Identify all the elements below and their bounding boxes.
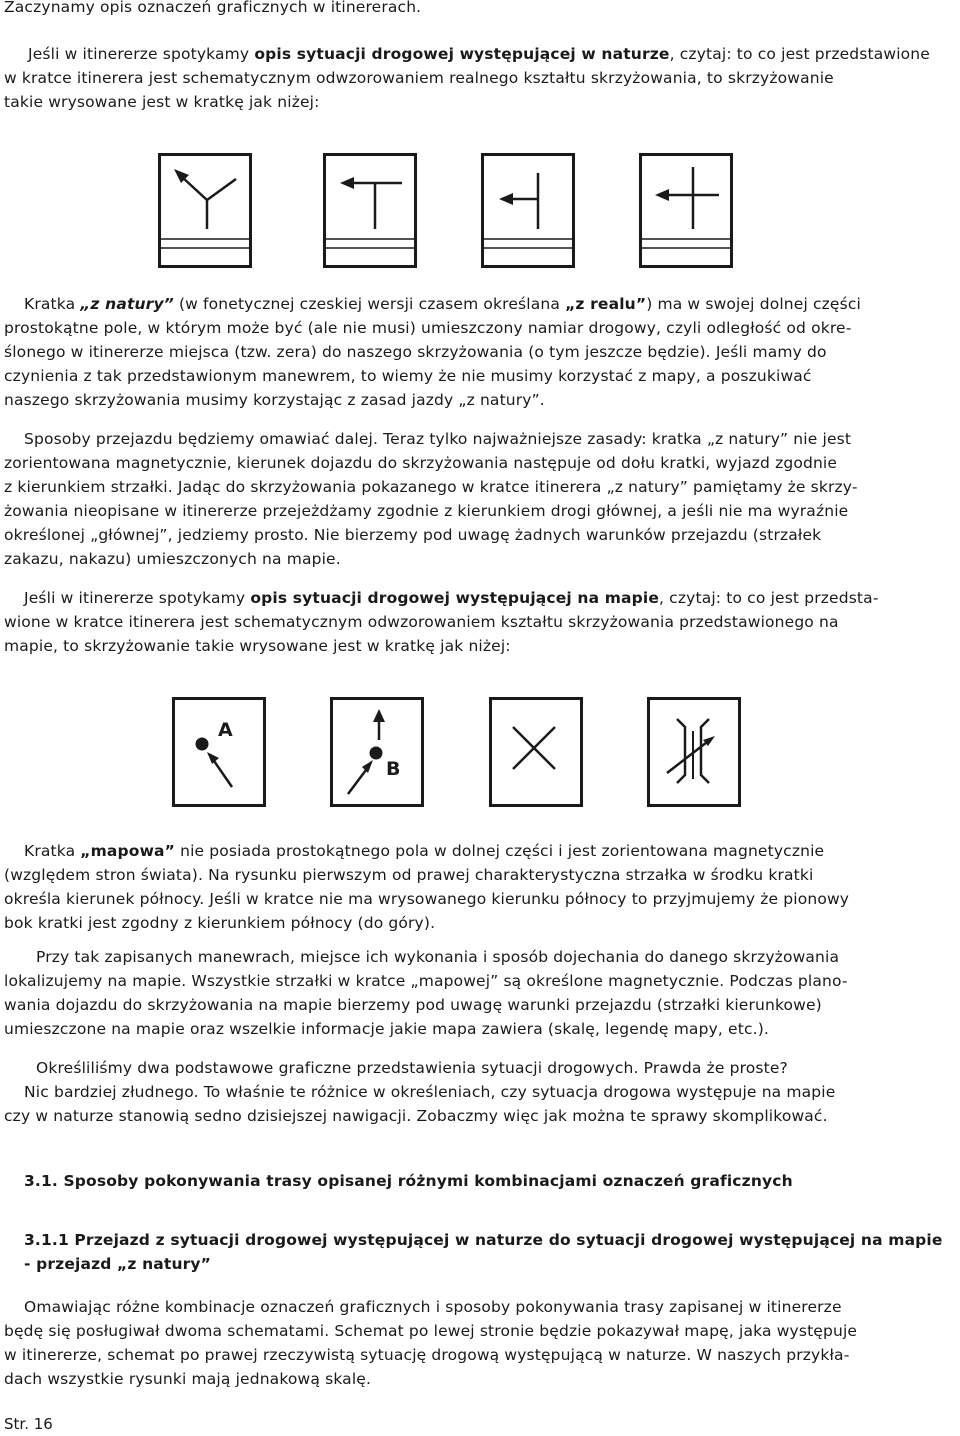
paragraph-line: określa kierunek północy. Jeśli w kratce nie ma wrysowanego kierunku północy to przyjmujemy że pionowy bbox=[4, 890, 850, 908]
paragraph-line: wione w kratce itinerera jest schematycznym odwzorowaniem kształtu skrzyżowania przedstawionego na bbox=[4, 613, 839, 631]
paragraph-line: zakazu, nakazu) umieszczonych na mapie. bbox=[4, 550, 341, 568]
paragraph-line: w kratce itinerera jest schematycznym odwzorowaniem realnego kształtu skrzyżowania, to skrzyżowanie bbox=[4, 69, 834, 87]
map-box-bridge-north bbox=[647, 697, 741, 807]
map-box-x-crossing bbox=[489, 697, 583, 807]
paragraph-line: lokalizujemy na mapie. Wszystkie strzałki w kratce „mapowej” są określone magnetycznie. Podczas plano- bbox=[4, 972, 848, 990]
point-a-label: A bbox=[218, 719, 233, 741]
paragraph-line: (względem stron świata). Na rysunku pierwszym od prawej charakterystyczna strzałka w środku kratki bbox=[4, 866, 814, 884]
paragraph-line: czy w naturze stanowią sedno dzisiejszej nawigacji. Zobaczmy więc jak można te sprawy skomplikować. bbox=[4, 1107, 828, 1125]
nature-box-t-junction bbox=[323, 153, 417, 268]
paragraph-line: umieszczone na mapie oraz wszelkie informacje jakie mapa zawiera (skalę, legendę mapy, etc.). bbox=[4, 1020, 769, 1038]
nature-box-left-turn bbox=[481, 153, 575, 268]
paragraph-line: w itinererze, schemat po prawej rzeczywistą sytuację drogową występującą w naturze. W naszych przykła- bbox=[4, 1346, 850, 1364]
paragraph-line: dach wszystkie rysunki mają jednakową skalę. bbox=[4, 1370, 372, 1388]
paragraph-line: naszego skrzyżowania musimy korzystając z zasad jazdy „z natury”. bbox=[4, 391, 545, 409]
paragraph-line: prostokątne pole, w którym może być (ale nie musi) umieszczony namiar drogowy, czyli odległość od okre- bbox=[4, 319, 852, 337]
section-heading: 3.1. Sposoby pokonywania trasy opisanej różnymi kombinacjami oznaczeń graficznych bbox=[24, 1172, 793, 1190]
paragraph-line: Kratka „z natury” (w fonetycznej czeskiej wersji czasem określana „z realu”) ma w swojej dolnej części bbox=[24, 295, 861, 313]
paragraph-line: Określiliśmy dwa podstawowe graficzne przedstawienia sytuacji drogowych. Prawda że proste? bbox=[36, 1059, 788, 1077]
paragraph-line: żowania nieopisane w itinererze przejeżdżamy zgodnie z kierunkiem drogi głównej, a jeśli nie ma wyraźnie bbox=[4, 502, 849, 520]
point-b-label: B bbox=[386, 758, 401, 780]
paragraph-line: z kierunkiem strzałki. Jadąc do skrzyżowania pokazanego w kratce itinerera „z natury” pamiętamy że skrzy- bbox=[4, 478, 858, 496]
paragraph-line: bok kratki jest zgodny z kierunkiem północy (do góry). bbox=[4, 914, 436, 932]
paragraph-line: takie wrysowane jest w kratkę jak niżej: bbox=[4, 93, 320, 111]
subsection-heading: - przejazd „z natury” bbox=[24, 1255, 212, 1273]
intro-line: Zaczynamy opis oznaczeń graficznych w itinererach. bbox=[4, 0, 422, 16]
paragraph-line: Kratka „mapowa” nie posiada prostokątnego pola w dolnej części i jest zorientowana magnetycznie bbox=[24, 842, 825, 860]
paragraph-line: czynienia z tak przedstawionym manewrem, to wiemy że nie musimy korzystać z mapy, a poszukiwać bbox=[4, 367, 812, 385]
paragraph-line: mapie, to skrzyżowanie takie wrysowane jest w kratkę jak niżej: bbox=[4, 637, 511, 655]
paragraph-line: będę się posługiwał dwoma schematami. Schemat po lewej stronie będzie pokazywał mapę, jaka występuje bbox=[4, 1322, 858, 1340]
paragraph-line: Jeśli w itinererze spotykamy opis sytuacji drogowej występującej w naturze, czytaj: to co jest przedstawione bbox=[28, 45, 930, 63]
paragraph-line: Sposoby przejazdu będziemy omawiać dalej. Teraz tylko najważniejsze zasady: kratka „z natury” nie jest bbox=[24, 430, 852, 448]
paragraph-line: Przy tak zapisanych manewrach, miejsce ich wykonania i sposób dojechania do danego skrzyżowania bbox=[36, 948, 840, 966]
nature-box-y-junction bbox=[158, 153, 252, 268]
paragraph-line: Nic bardziej złudnego. To właśnie te różnice w określeniach, czy sytuacja drogowa występuje na mapie bbox=[24, 1083, 836, 1101]
paragraph-line: Omawiając różne kombinacje oznaczeń graficznych i sposoby pokonywania trasy zapisanej w itinererze bbox=[24, 1298, 842, 1316]
map-box-b bbox=[330, 697, 424, 807]
paragraph-line: określonej „głównej”, jedziemy prosto. Nie bierzemy pod uwagę żadnych warunków przejazdu (strzałek bbox=[4, 526, 822, 544]
paragraph-line: ślonego w itinererze miejsca (tzw. zera) do naszego skrzyżowania (o tym jeszcze będzie). Jeśli mamy do bbox=[4, 343, 827, 361]
paragraph-line: zorientowana magnetycznie, kierunek dojazdu do skrzyżowania następuje od dołu kratki, wyjazd zgodnie bbox=[4, 454, 838, 472]
nature-box-crossroad bbox=[639, 153, 733, 268]
map-box-a bbox=[172, 697, 266, 807]
paragraph-line: wania dojazdu do skrzyżowania na mapie bierzemy pod uwagę warunki przejazdu (strzałki kierunkowe) bbox=[4, 996, 822, 1014]
paragraph-line: Jeśli w itinererze spotykamy opis sytuacji drogowej występującej na mapie, czytaj: to co jest przedsta- bbox=[24, 589, 879, 607]
subsection-heading: 3.1.1 Przejazd z sytuacji drogowej występującej w naturze do sytuacji drogowej występującej na mapie bbox=[24, 1231, 943, 1249]
page-number: Str. 16 bbox=[4, 1415, 53, 1433]
